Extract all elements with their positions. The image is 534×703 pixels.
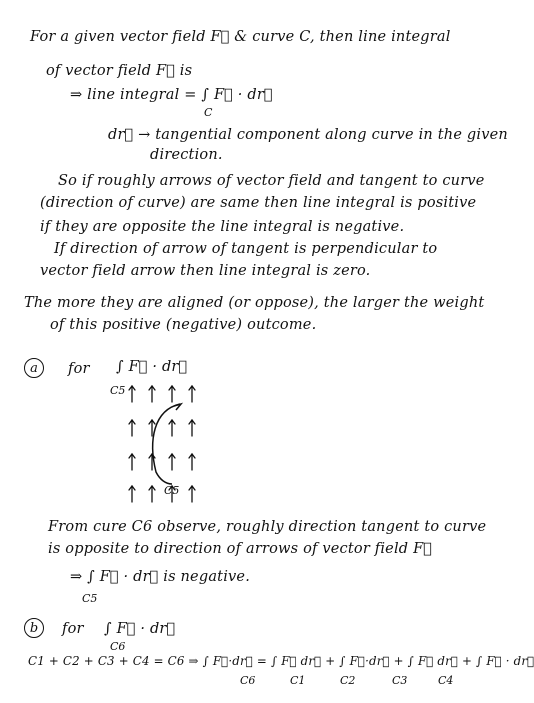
part-a-integral: ∫ F⃗ · dr⃗ [116, 359, 188, 375]
field-arrow-12 [189, 386, 195, 402]
field-arrow-1 [129, 420, 135, 436]
part-b-marker: b [24, 618, 44, 638]
observation-line-1: From cure C6 observe, roughly direction tangent to curve [48, 519, 487, 535]
part-a-for: for [68, 361, 90, 377]
dr-line-1: dr⃗ → tangential component along curve in the given [108, 127, 508, 143]
field-arrow-4 [149, 386, 155, 402]
definition-subscript: C [204, 106, 213, 119]
so-line-2: (direction of curve) are same then line integral is positive [40, 195, 477, 211]
field-arrow-14 [189, 454, 195, 470]
so-line-5: vector field arrow then line integral is zero. [40, 263, 371, 279]
more-line-2: of this positive (negative) outcome. [50, 317, 317, 333]
observation-line-2: is opposite to direction of arrows of vector field F⃗ [48, 541, 433, 557]
field-arrow-2 [129, 454, 135, 470]
sum-equation: C1 + C2 + C3 + C4 = C6 ⇒ ∫ F⃗·dr⃗ = ∫ F⃗ dr⃗ + ∫ F⃗·dr⃗ + ∫ F⃗ dr⃗ + ∫ F⃗ · dr⃗ [28, 654, 534, 668]
curve-c5 [153, 404, 180, 484]
sum-subscript-3: C3 [392, 674, 408, 687]
field-arrow-3 [129, 486, 135, 502]
intro-line-1: For a given vector field F⃗ & curve C, then line integral [30, 29, 451, 45]
so-line-4: If direction of arrow of tangent is perpendicular to [54, 241, 438, 257]
so-line-3: if they are opposite the line integral is negative. [40, 219, 405, 235]
so-line-1: So if roughly arrows of vector field and tangent to curve [58, 173, 485, 189]
part-a-marker: a [24, 358, 44, 378]
field-arrow-0 [129, 386, 135, 402]
part-b-integral: ∫ F⃗ · dr⃗ [104, 621, 176, 637]
part-b-subscript: C6 [110, 640, 126, 653]
field-arrow-13 [189, 420, 195, 436]
field-arrow-9 [169, 420, 175, 436]
dr-line-2: direction. [150, 147, 223, 163]
sum-subscript-1: C1 [290, 674, 306, 687]
negative-subscript: C5 [82, 592, 98, 605]
sum-subscript-2: C2 [340, 674, 356, 687]
sum-subscript-0: C6 [240, 674, 256, 687]
more-line-1: The more they are aligned (or oppose), the larger the weight [24, 295, 485, 311]
definition-line: ⇒ line integral = ∫ F⃗ · dr⃗ [70, 87, 273, 103]
part-b-for: for [62, 621, 84, 637]
field-arrow-8 [169, 386, 175, 402]
curve-c5-label: C5 [164, 484, 180, 497]
sum-subscript-4: C4 [438, 674, 454, 687]
field-arrow-7 [149, 486, 155, 502]
negative-line: ⇒ ∫ F⃗ · dr⃗ is negative. [70, 569, 251, 585]
field-arrow-15 [189, 486, 195, 502]
field-arrow-10 [169, 454, 175, 470]
part-a-subscript: C5 [110, 384, 126, 397]
intro-line-2: of vector field F⃗ is [46, 63, 193, 79]
